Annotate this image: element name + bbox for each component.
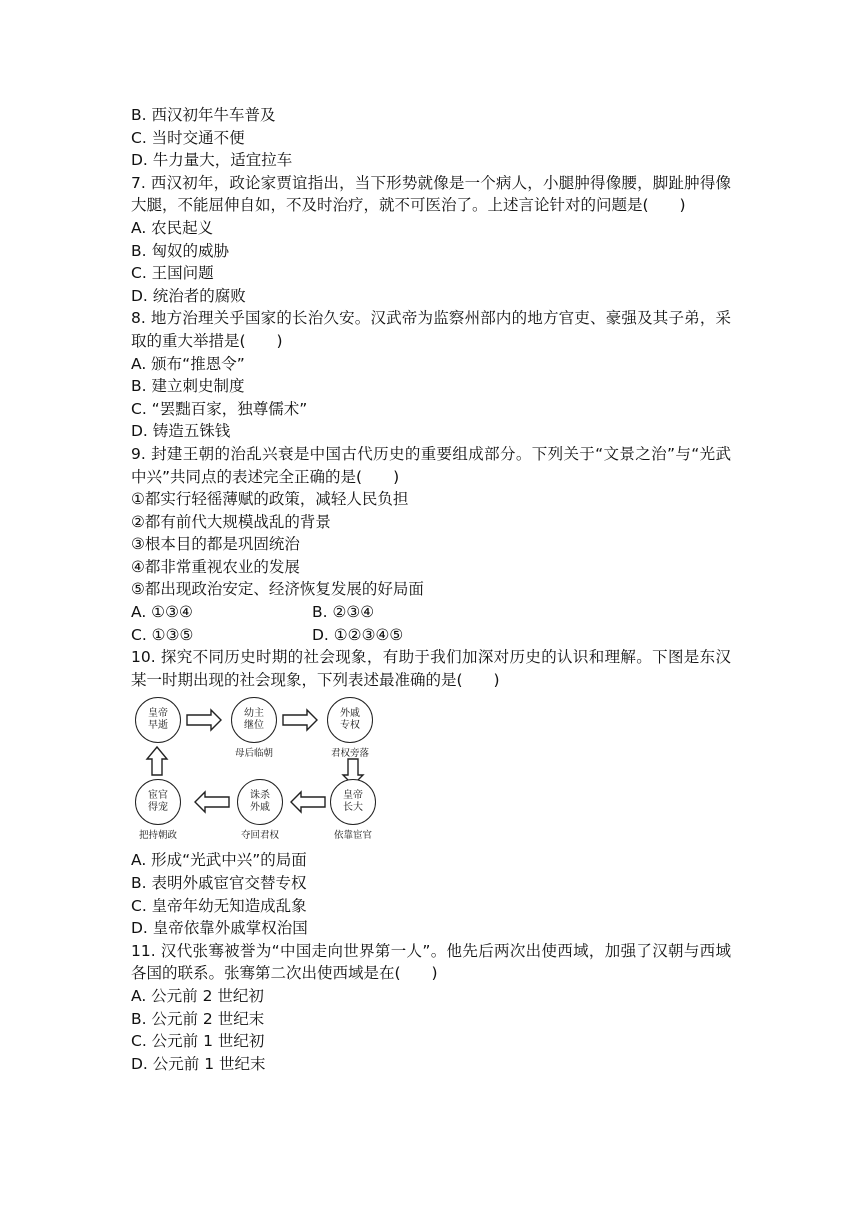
q9-options-row-2 xyxy=(131,624,731,647)
q9-item-1: ①都实行轻徭薄赋的政策，减轻人民负担 xyxy=(131,490,409,509)
q9-options-row-1 xyxy=(131,601,731,624)
q11-option-a: A. 公元前 2 世纪初 xyxy=(131,987,264,1005)
arrow-up xyxy=(147,747,167,775)
q11-option-b: B. 公元前 2 世纪末 xyxy=(131,1009,265,1028)
q10-option-d: D. 皇帝依靠外戚掌权治国 xyxy=(131,919,308,938)
q11-stem: 11. 汉代张骞被誉为“中国走向世界第一人”。他先后两次出使西域，加强了汉朝与西域各国的联系。张骞第二次出使西域是在( ) xyxy=(131,941,731,983)
node-text: 外戚 xyxy=(340,708,360,720)
q7-option-a: A. 农民起义 xyxy=(131,218,214,237)
q10-option-c: C. 皇帝年幼无知造成乱象 xyxy=(131,896,307,915)
q10-option-b: B. 表明外戚宦官交替专权 xyxy=(131,874,307,893)
node-text: 得宠 xyxy=(148,802,168,814)
q7-option-d: D. 统治者的腐败 xyxy=(131,286,246,305)
q8-option-a: A. 颁布“推恩令” xyxy=(131,354,245,373)
q6-option-c: C. 当时交通不便 xyxy=(131,128,245,147)
q11-option-c: C. 公元前 1 世纪初 xyxy=(131,1032,265,1051)
q9-item-2: ②都有前代大规模战乱的背景 xyxy=(131,512,331,531)
q9-item-5: ⑤都出现政治安定、经济恢复发展的好局面 xyxy=(131,580,424,599)
q8-option-b: B. 建立刺史制度 xyxy=(131,377,245,396)
node-text: 宦官 xyxy=(148,790,168,802)
q7-stem: 7. 西汉初年，政论家贾谊指出，当下形势就像是一个病人，小腿肿得像腰，脚趾肿得像大腿，不能屈伸自如，不及时治疗，就不可医治了。上述言论针对的问题是( ) xyxy=(131,173,731,215)
node-text: 外戚 xyxy=(250,802,270,814)
q8-stem: 8. 地方治理关乎国家的长治久安。汉武帝为监察州部内的地方官吏、豪强及其子弟，采取的重大举措是( ) xyxy=(131,309,731,350)
arrow-left-2 xyxy=(195,792,229,812)
caption-empress-regency: 母后临朝 xyxy=(234,748,273,760)
caption-rely-eunuch: 依靠宦官 xyxy=(333,830,372,842)
q7-option-b: B. 匈奴的威胁 xyxy=(131,241,229,260)
q6-option-b: B. 西汉初年牛车普及 xyxy=(131,106,276,124)
q6-option-d: D. 牛力量大，适宜拉车 xyxy=(131,151,293,170)
q7-option-c: C. 王国问题 xyxy=(131,264,214,283)
node-text: 继位 xyxy=(244,720,264,732)
node-text: 诛杀 xyxy=(250,790,270,802)
q10-option-a: A. 形成“光武中兴”的局面 xyxy=(131,851,307,870)
arrow-right-1 xyxy=(187,710,221,730)
arrow-left-1 xyxy=(291,792,325,812)
q8-option-c: C. “罢黜百家，独尊儒术” xyxy=(131,399,308,418)
q10-stem: 10. 探究不同历史时期的社会现象，有助于我们加深对历史的认识和理解。下图是东汉某一时期出现的社会现象，下列表述最准确的是( ) xyxy=(131,648,731,689)
q9-item-3: ③根本目的都是巩固统治 xyxy=(131,535,300,554)
q10-flow-diagram xyxy=(131,697,391,845)
q8-option-d: D. 铸造五铢钱 xyxy=(131,422,231,441)
caption-regain-power: 夺回君权 xyxy=(240,830,279,842)
q9-option-a: A. ①③④ xyxy=(131,603,193,622)
node-text: 早逝 xyxy=(148,720,168,732)
caption-control-court: 把持朝政 xyxy=(138,830,177,842)
q9-item-4: ④都非常重视农业的发展 xyxy=(131,557,300,576)
node-text: 皇帝 xyxy=(343,790,363,802)
node-text: 幼主 xyxy=(244,708,264,720)
arrow-right-2 xyxy=(283,710,317,730)
q9-option-c: C. ①③⑤ xyxy=(131,625,194,644)
q9-stem: 9. 封建王朝的治乱兴衰是中国古代历史的重要组成部分。下列关于“文景之治”与“光武中兴”共同点的表述完全正确的是( ) xyxy=(131,444,731,486)
node-text: 长大 xyxy=(343,802,363,814)
node-text: 专权 xyxy=(340,720,360,732)
q9-option-b: B. ②③④ xyxy=(312,603,375,622)
caption-power-lost: 君权旁落 xyxy=(330,748,369,760)
q9-option-d: D. ①②③④⑤ xyxy=(312,625,404,644)
q11-option-d: D. 公元前 1 世纪末 xyxy=(131,1054,266,1073)
node-text: 皇帝 xyxy=(148,708,168,720)
page-content xyxy=(131,104,731,1075)
